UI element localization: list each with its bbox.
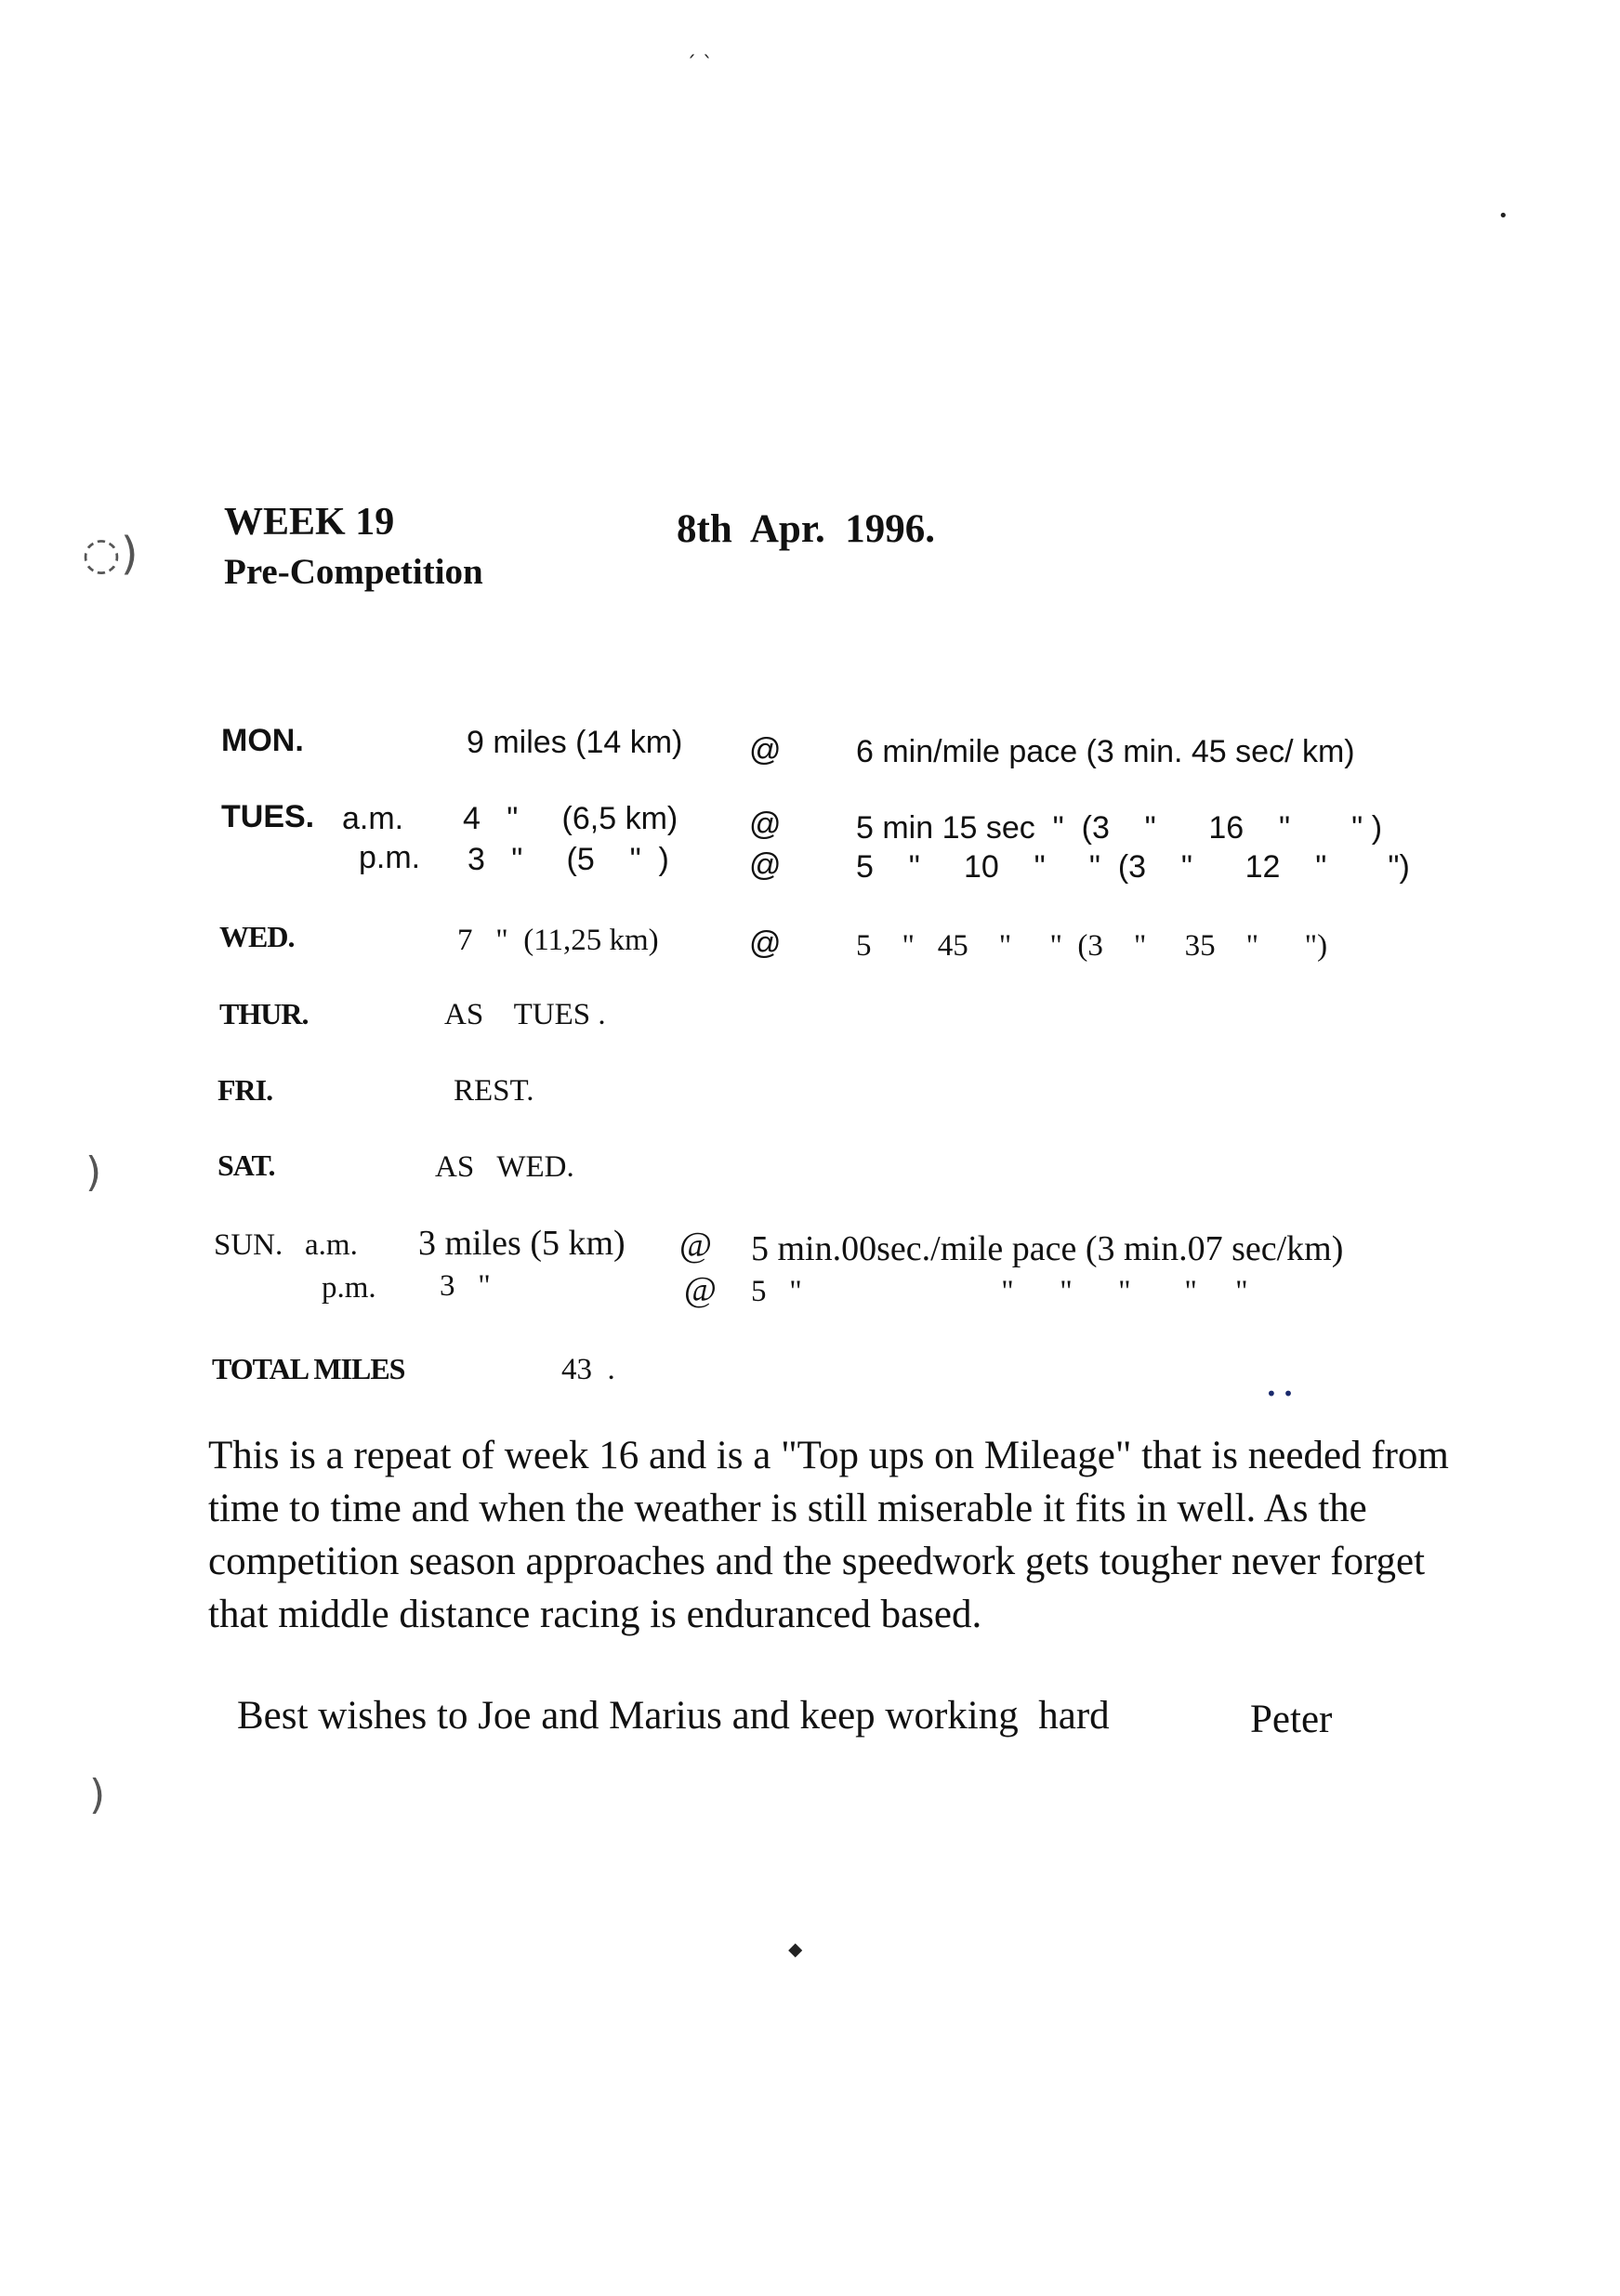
tues-pm-distance: 3 " (5 " ) <box>468 842 669 877</box>
scan-speck: • <box>1498 206 1508 226</box>
tues-pm-pace: 5 " 10 " " (3 " 12 " ") <box>856 849 1410 885</box>
tues-am-at: @ <box>749 807 782 842</box>
day-fri: FRI. <box>217 1073 273 1107</box>
notes-paragraph <box>208 1429 1491 1641</box>
sun-pm-distance: 3 " <box>440 1269 491 1303</box>
sun-pm-session: p.m. <box>322 1271 376 1305</box>
day-tues: TUES. <box>221 799 315 834</box>
week-title: WEEK 19 <box>224 501 395 544</box>
sat-note: AS WED. <box>435 1150 574 1184</box>
wed-at: @ <box>749 925 782 961</box>
day-sat: SAT. <box>217 1148 275 1182</box>
tues-am-pace: 5 min 15 sec " (3 " 16 " " ) <box>856 810 1383 846</box>
sun-am-distance: 3 miles (5 km) <box>418 1224 626 1263</box>
mon-pace: 6 min/mile pace (3 min. 45 sec/ km) <box>856 734 1355 769</box>
sun-am-session: a.m. <box>305 1228 358 1262</box>
punch-hole-mark: ) <box>86 1148 102 1196</box>
scan-speck: ˏ ˎ <box>686 35 713 59</box>
wed-distance: 7 " (11,25 km) <box>457 924 659 957</box>
closing-line: Best wishes to Joe and Marius and keep working hard <box>237 1694 1110 1738</box>
punch-hole-mark: ◌) <box>82 528 138 580</box>
mon-distance: 9 miles (14 km) <box>467 725 683 760</box>
tues-pm-session: p.m. <box>359 840 421 875</box>
wed-pace: 5 " 45 " " (3 " 35 " ") <box>856 929 1328 963</box>
notes-text: This is a repeat of week 16 and is a "Top ups on Mileage" that is needed from time to time and when the weather is still miserable it fits in well. As the competition season approaches and the speedwork gets tougher never forget that middle distance racing is enduranced based. <box>208 1434 1449 1636</box>
mon-at: @ <box>749 732 782 768</box>
day-thur: THUR. <box>219 997 309 1030</box>
total-value: 43 . <box>561 1353 615 1386</box>
sun-pm-at: @ <box>684 1270 717 1309</box>
phase-label: Pre-Competition <box>224 552 483 592</box>
week-date: 8th Apr. 1996. <box>677 507 935 551</box>
fri-note: REST. <box>454 1074 534 1108</box>
tues-pm-at: @ <box>749 847 782 883</box>
thur-note: AS TUES . <box>444 998 606 1031</box>
sun-am-at: @ <box>679 1226 712 1265</box>
scan-speck: ⬥ <box>788 1938 803 1961</box>
day-sun: SUN. <box>214 1228 283 1262</box>
total-label: TOTAL MILES <box>212 1352 405 1385</box>
sun-am-pace: 5 min.00sec./mile pace (3 min.07 sec/km) <box>751 1229 1344 1268</box>
punch-hole-mark: ) <box>89 1771 106 1818</box>
tues-am-distance: 4 " (6,5 km) <box>463 801 678 836</box>
day-mon: MON. <box>221 723 304 758</box>
ink-dot: • • <box>1266 1383 1294 1405</box>
signature: Peter <box>1250 1698 1333 1741</box>
tues-am-session: a.m. <box>342 801 404 836</box>
sun-pm-pace: 5 " " " " " " <box>751 1275 1248 1308</box>
day-wed: WED. <box>219 920 295 953</box>
